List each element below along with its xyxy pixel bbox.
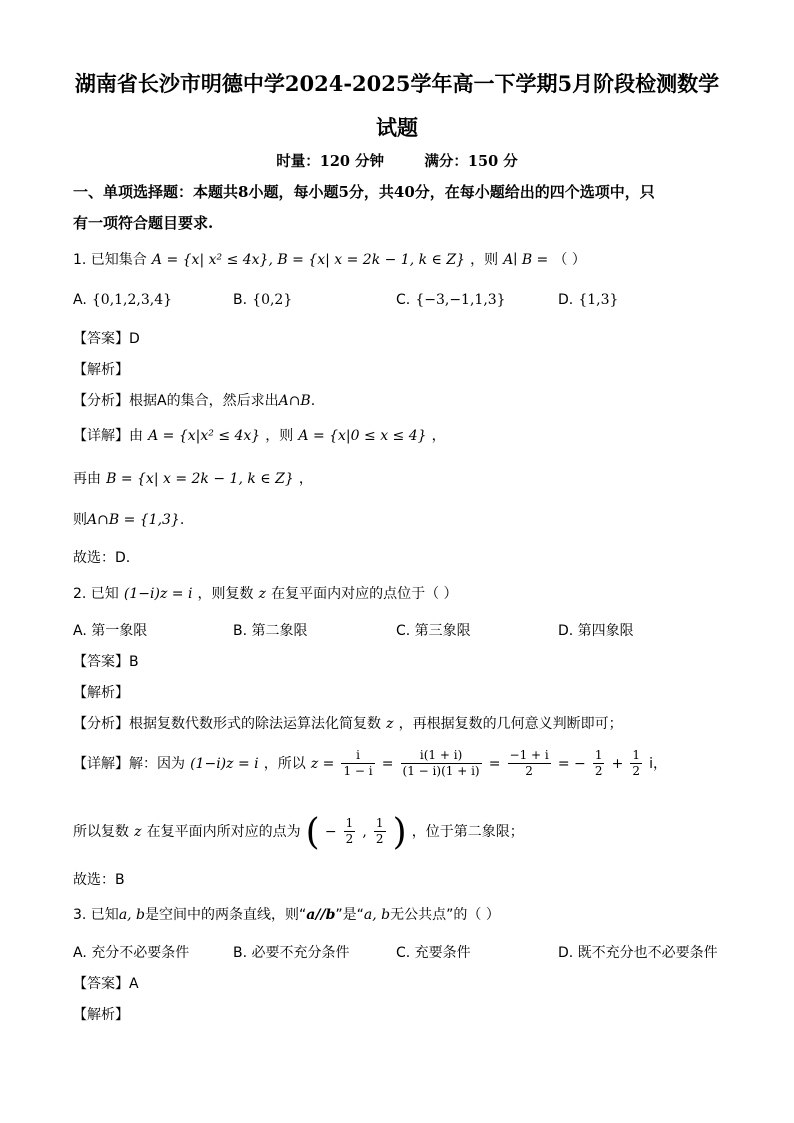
q2-eq-2: = <box>488 756 501 772</box>
q2-fraction-4 <box>593 748 605 779</box>
q2-point-minus: − <box>324 824 337 840</box>
right-paren: ) <box>392 812 407 853</box>
q2-fraction-4-den: 2 <box>594 764 603 778</box>
q3-stem-pre: 3. 已知 <box>73 907 119 923</box>
q2-eq-1: = <box>381 756 394 772</box>
q1-then-pre: 再由 <box>73 471 101 487</box>
q1-detail-post: ， <box>431 428 446 444</box>
q2-point-pre: 所以复数 <box>73 824 129 840</box>
q2-stem-mid: ，则复数 <box>197 586 254 602</box>
q1-option-a-text: {0,1,2,3,4} <box>91 292 173 308</box>
q1-then <box>73 468 313 488</box>
q1-detail-math-1: A = {x|x² ≤ 4x} <box>148 428 261 444</box>
q3-stem-ab2: a, b <box>363 907 391 923</box>
q2-option-c: C. 第三象限 <box>396 623 471 639</box>
q2-fraction-3-den: 2 <box>525 764 533 778</box>
q2-point-fraction-2-num: 1 <box>375 816 384 830</box>
q2-point-post: ，位于第二象限； <box>411 824 524 840</box>
q3-option-c: C. 充要条件 <box>396 945 471 961</box>
page-title-line1: 湖南省长沙市明德中学2024-2025学年高一下学期5月阶段检测数学 <box>74 71 720 96</box>
q1-option-d <box>558 289 618 308</box>
q1-detail-mid: ，则 <box>265 428 294 444</box>
q1-answer: 【答案】D <box>73 331 140 347</box>
q1-option-c <box>396 289 506 308</box>
q3-stem-ab: a, b <box>118 907 146 923</box>
section-heading-line2: 有一项符合题目要求. <box>73 214 214 232</box>
q1-option-c-text: {−3,−1,1,3} <box>415 292 506 308</box>
q3-stem-parallel: a//b <box>306 907 336 923</box>
q1-detail <box>73 425 446 445</box>
q1-then-post: ， <box>298 471 313 487</box>
q1-detail-pre: 【详解】由 <box>73 428 143 444</box>
q2-stem-post: 在复平面内对应的点位于（ ） <box>271 586 458 602</box>
q2-answer: 【答案】B <box>73 654 139 670</box>
q1-analysis-pre: 【分析】根据A的集合，然后求出 <box>73 393 279 409</box>
q2-analysis <box>73 713 623 733</box>
q1-analysis-post: . <box>310 393 316 409</box>
q3-option-d: D. 既不充分也不必要条件 <box>558 945 718 961</box>
q2-fraction-1-num: i <box>341 748 374 764</box>
q2-point-fraction-1-num: 1 <box>345 816 354 830</box>
q3-stem-mid: 是空间中的两条直线，则“ <box>145 907 307 923</box>
q1-result-pre: 则 <box>73 512 87 528</box>
q2-option-a: A. 第一象限 <box>73 623 148 639</box>
q2-detail <box>73 748 667 779</box>
question-3-stem <box>73 904 500 924</box>
q3-option-b: B. 必要不充分条件 <box>233 945 350 961</box>
q2-point-z: z <box>134 824 142 840</box>
q2-option-d: D. 第四象限 <box>558 623 634 639</box>
q1-result <box>73 509 184 529</box>
q2-stem-pre: 2. 已知 <box>73 586 119 602</box>
q2-analysis-post: ，再根据复数的几何意义判断即可； <box>398 716 623 732</box>
q1-analysis-heading: 【解析】 <box>73 362 129 378</box>
q2-point-fraction-2-den: 2 <box>375 832 384 846</box>
q1-option-a <box>73 289 172 308</box>
q3-answer: 【答案】A <box>73 976 139 992</box>
q1-option-b-label: B. <box>233 292 248 308</box>
q2-detail-math: (1−i)z = i <box>190 756 259 772</box>
q2-point-fraction-1-den: 2 <box>345 832 354 846</box>
q1-option-b-text: {0,2} <box>252 292 293 308</box>
question-2-stem <box>73 583 458 603</box>
q1-option-b <box>233 289 292 308</box>
q1-detail-math-2: A = {x|0 ≤ x ≤ 4} <box>298 428 427 444</box>
q1-option-d-text: {1,3} <box>578 292 619 308</box>
page-title-line2: 试题 <box>376 115 418 140</box>
q1-blank: （ ） <box>553 252 586 268</box>
q2-stem-math: (1−i)z = i <box>123 586 193 602</box>
q2-fraction-2-den: (1 − i)(1 + i) <box>402 764 480 778</box>
q2-fraction-1-den: 1 − i <box>343 764 373 778</box>
q2-point-fraction-1 <box>344 816 356 847</box>
q2-detail-pre: 【详解】解：因为 <box>73 756 185 772</box>
q1-then-math: B = {x| x = 2k − 1, k ∈ Z} <box>106 471 294 487</box>
q2-detail-mid: ，所以 <box>263 756 306 772</box>
q1-result-math: A∩B = {1,3} <box>87 512 180 528</box>
q3-stem-post: 无公共点”的（ ） <box>390 907 500 923</box>
q2-point <box>73 812 524 853</box>
q2-fraction-3-num: −1 + i <box>509 748 549 762</box>
q2-fraction-5-num: 1 <box>632 748 641 762</box>
q1-choose: 故选：D. <box>73 550 131 566</box>
q1-option-a-label: A. <box>73 292 87 308</box>
section-heading-line1: 一、单项选择题：本题共8小题，每小题5分，共40分，在每小题给出的四个选项中，只 <box>73 183 655 201</box>
q2-point-mid: 在复平面内所对应的点为 <box>146 824 301 840</box>
q3-option-a: A. 充分不必要条件 <box>73 945 190 961</box>
q1-option-c-label: C. <box>396 292 411 308</box>
q1-stem-post: ，则 <box>470 252 499 268</box>
exam-meta: 时量：120 分钟 满分：150 分 <box>276 153 518 170</box>
q2-point-fraction-2 <box>374 816 386 847</box>
q2-plus: + <box>611 756 624 772</box>
q1-result-post: . <box>179 512 185 528</box>
left-paren: ( <box>305 812 320 853</box>
q3-analysis-heading: 【解析】 <box>73 1007 129 1023</box>
q2-stem-z: z <box>258 586 267 602</box>
q2-analysis-pre: 【分析】根据复数代数形式的除法运算法化简复数 <box>73 716 381 732</box>
q2-point-comma: , <box>362 824 367 840</box>
q1-set-a: A = {x| x² ≤ 4x} <box>151 252 269 268</box>
q1-ask: A∣ B = <box>503 252 549 268</box>
q2-i-tail: i， <box>649 756 668 772</box>
q1-analysis <box>73 390 315 410</box>
q2-fraction-5-den: 2 <box>632 764 641 778</box>
q1-stem-pre: 1. 已知集合 <box>73 252 147 268</box>
q2-fraction-2-num: i(1 + i) <box>401 748 482 764</box>
q1-analysis-math: A∩B <box>278 393 311 409</box>
q1-set-b: , B = {x| x = 2k − 1, k ∈ Z} <box>268 252 465 268</box>
q2-option-b: B. 第二象限 <box>233 623 308 639</box>
q2-eq-minus: = − <box>557 756 586 772</box>
question-1-stem <box>73 249 586 269</box>
q2-analysis-heading: 【解析】 <box>73 685 129 701</box>
q2-fraction-5 <box>630 748 642 779</box>
q2-choose: 故选：B <box>73 872 125 888</box>
q2-fraction-1 <box>341 748 374 779</box>
q2-fraction-3 <box>508 748 551 779</box>
q1-option-d-label: D. <box>558 292 574 308</box>
q3-stem-mid2: ”是“ <box>335 907 364 923</box>
q2-analysis-z: z <box>386 716 394 732</box>
q2-z-equals: z = <box>310 756 335 772</box>
q2-fraction-4-num: 1 <box>594 748 603 762</box>
q2-fraction-2 <box>401 748 482 779</box>
